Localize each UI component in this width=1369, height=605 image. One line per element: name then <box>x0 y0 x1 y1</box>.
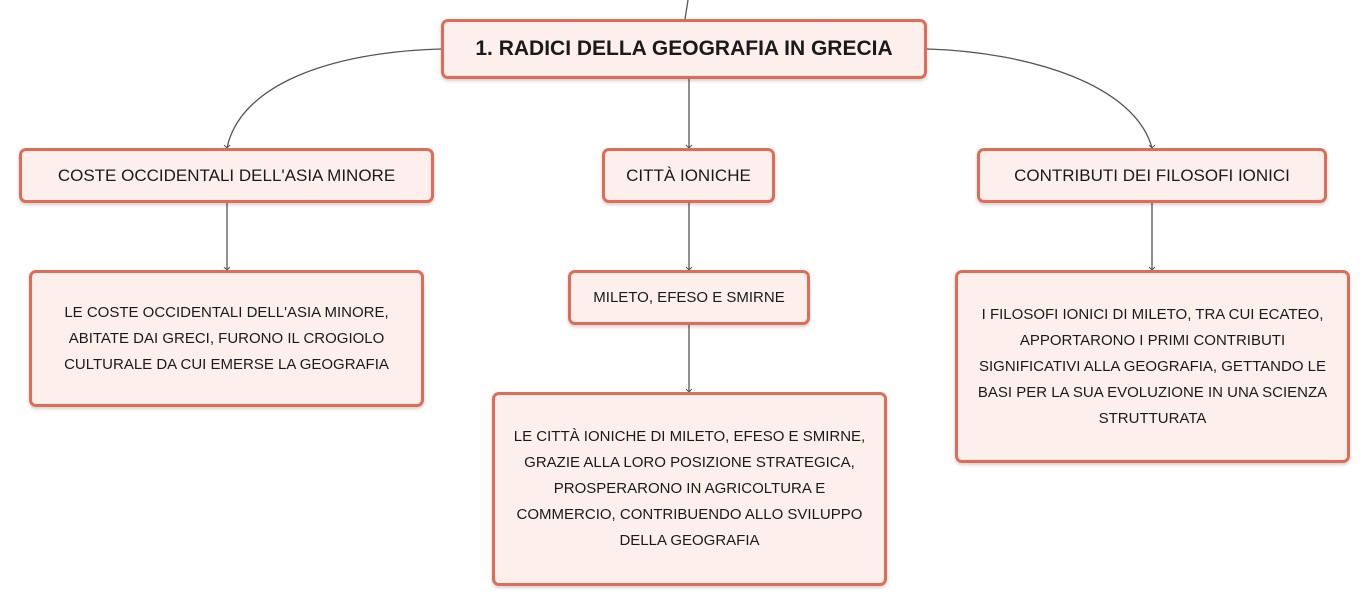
connector-root-topic-3 <box>927 49 1152 148</box>
root-node-label: 1. RADICI DELLA GEOGRAFIA IN GRECIA <box>475 37 893 60</box>
connector-root-topic-1 <box>227 49 441 148</box>
topic-node-label: CITTÀ IONICHE <box>626 165 751 185</box>
detail-node-coste-occidentali[interactable] <box>29 270 424 407</box>
subtopic-node-mileto-efeso-smirne[interactable] <box>568 270 810 325</box>
detail-node-citta-ioniche[interactable] <box>492 392 887 586</box>
topic-node-coste-occidentali[interactable] <box>19 148 434 203</box>
root-node[interactable] <box>441 19 927 79</box>
detail-node-text: LE COSTE OCCIDENTALI DELL'ASIA MINORE, ABITATE DAI GRECI, FURONO IL CROGIOLO CULTURALE DA CUI EMERSE LA GEOGRAFIA <box>64 303 389 373</box>
topic-node-label: COSTE OCCIDENTALI DELL'ASIA MINORE <box>57 165 396 185</box>
topic-node-label: CONTRIBUTI DEI FILOSOFI IONICI <box>1014 165 1290 185</box>
connector-parent-root <box>685 0 688 19</box>
detail-node-text: I FILOSOFI IONICI DI MILETO, TRA CUI ECATEO, APPORTARONO I PRIMI CONTRIBUTI SIGNIFICATIVI ALLA GEOGRAFIA, GETTANDO LE BASI PER LA SUA EVOLUZIONE IN UNA SCIENZA STRUTTURATA <box>977 305 1328 427</box>
detail-node-filosofi-ionici[interactable] <box>955 270 1350 463</box>
topic-node-contributi-filosofi[interactable] <box>977 148 1327 203</box>
topic-node-citta-ioniche[interactable] <box>602 148 775 203</box>
subtopic-node-label: MILETO, EFESO E SMIRNE <box>593 289 785 306</box>
detail-node-text: LE CITTÀ IONICHE DI MILETO, EFESO E SMIRNE, GRAZIE ALLA LORO POSIZIONE STRATEGICA, PROSPERARONO IN AGRICOLTURA E COMMERCIO, CONTRIBUENDO ALLO SVILUPPO DELLA GEOGRAFIA <box>513 428 866 549</box>
